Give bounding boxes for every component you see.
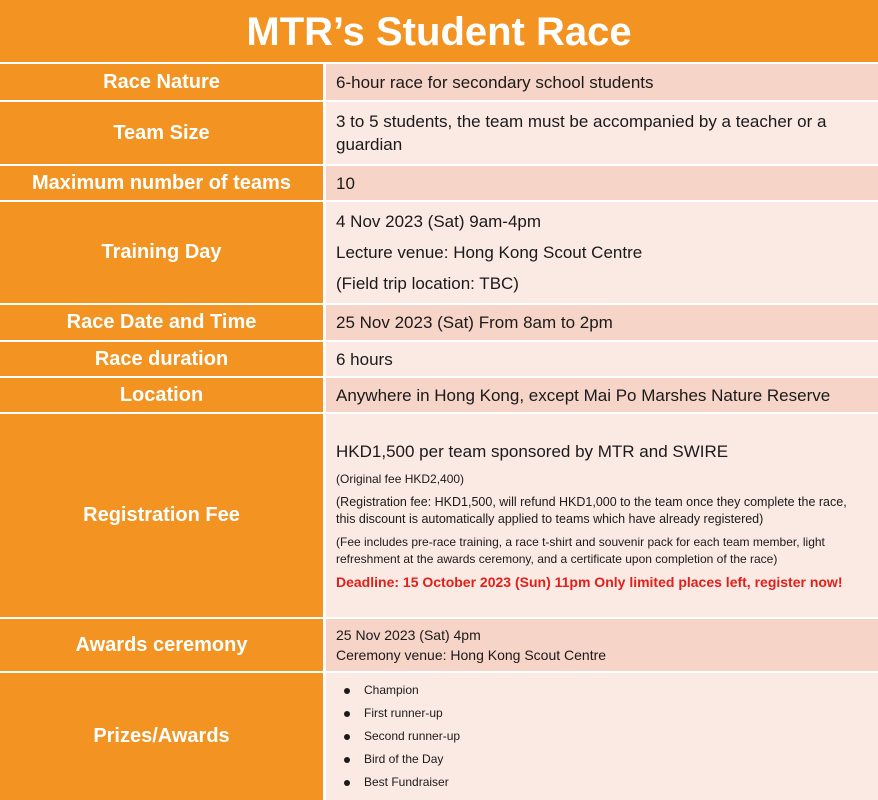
row-race-date	[0, 305, 878, 342]
prizes-list	[336, 679, 868, 794]
row-race-nature	[0, 64, 878, 102]
row-max-teams	[0, 166, 878, 202]
row-prizes	[0, 673, 878, 800]
bullet-icon	[344, 734, 350, 740]
bullet-icon	[344, 757, 350, 763]
registration-deadline: Deadline: 15 October 2023 (Sun) 11pm Only limited places left, register now!	[336, 573, 843, 590]
registration-fee-includes: (Fee includes pre-race training, a race t-shirt and souvenir pack for each team member, light refreshment at the awards ceremony, and a certificate upon completion of the race)	[336, 534, 825, 566]
prize-label: Champion	[364, 683, 419, 697]
training-day-date: 4 Nov 2023 (Sat) 9am-4pm	[336, 212, 542, 231]
race-nature-text: 6-hour race for secondary school students	[336, 72, 654, 92]
awards-ceremony-date: 25 Nov 2023 (Sat) 4pm	[336, 627, 481, 643]
location-text: Anywhere in Hong Kong, except Mai Po Marshes Nature Reserve	[336, 385, 831, 405]
row-awards-ceremony	[0, 619, 878, 673]
value-race-date	[326, 305, 878, 342]
registration-fee-original: (Original fee HKD2,400)	[336, 471, 465, 486]
team-size-text: 3 to 5 students, the team must be accompanied by a teacher or a guardian	[336, 112, 827, 154]
prize-label: First runner-up	[364, 706, 443, 720]
value-race-nature	[326, 64, 878, 102]
value-race-duration	[326, 342, 878, 378]
value-registration-fee	[326, 414, 878, 619]
label-race-duration: Race duration	[0, 342, 326, 378]
row-team-size	[0, 102, 878, 166]
registration-fee-refund: (Registration fee: HKD1,500, will refund HKD1,000 to the team once they complete the race, this discount is automatically applied to teams which have already registered)	[336, 494, 847, 526]
race-date-text: 25 Nov 2023 (Sat) From 8am to 2pm	[336, 313, 613, 332]
value-max-teams	[326, 166, 878, 202]
race-duration-text: 6 hours	[336, 349, 393, 369]
label-race-nature: Race Nature	[0, 64, 326, 102]
bullet-icon	[344, 780, 350, 786]
label-location: Location	[0, 378, 326, 414]
bullet-icon	[344, 711, 350, 717]
max-teams-text: 10	[336, 173, 355, 193]
value-prizes	[326, 673, 878, 800]
value-team-size	[326, 102, 878, 166]
value-awards-ceremony	[326, 619, 878, 673]
label-awards-ceremony: Awards ceremony	[0, 619, 326, 673]
list-item	[344, 702, 868, 725]
page-title: MTR’s Student Race	[0, 0, 878, 64]
list-item	[344, 679, 868, 702]
awards-ceremony-venue: Ceremony venue: Hong Kong Scout Centre	[336, 647, 607, 663]
row-location	[0, 378, 878, 414]
label-max-teams: Maximum number of teams	[0, 166, 326, 202]
label-team-size: Team Size	[0, 102, 326, 166]
prize-label: Bird of the Day	[364, 752, 444, 766]
label-training-day: Training Day	[0, 202, 326, 305]
bullet-icon	[344, 688, 350, 694]
row-race-duration	[0, 342, 878, 378]
prize-label: Second runner-up	[364, 729, 461, 743]
training-day-field-trip: (Field trip location: TBC)	[336, 274, 519, 293]
list-item	[344, 748, 868, 771]
label-prizes: Prizes/Awards	[0, 673, 326, 800]
label-registration-fee: Registration Fee	[0, 414, 326, 619]
prize-label: Best Fundraiser	[364, 775, 449, 789]
row-training-day	[0, 202, 878, 305]
value-location	[326, 378, 878, 414]
label-race-date: Race Date and Time	[0, 305, 326, 342]
registration-fee-main: HKD1,500 per team sponsored by MTR and SWIRE	[336, 441, 729, 461]
row-registration-fee	[0, 414, 878, 619]
value-training-day	[326, 202, 878, 305]
list-item	[344, 771, 868, 794]
list-item	[344, 725, 868, 748]
training-day-venue: Lecture venue: Hong Kong Scout Centre	[336, 243, 643, 262]
